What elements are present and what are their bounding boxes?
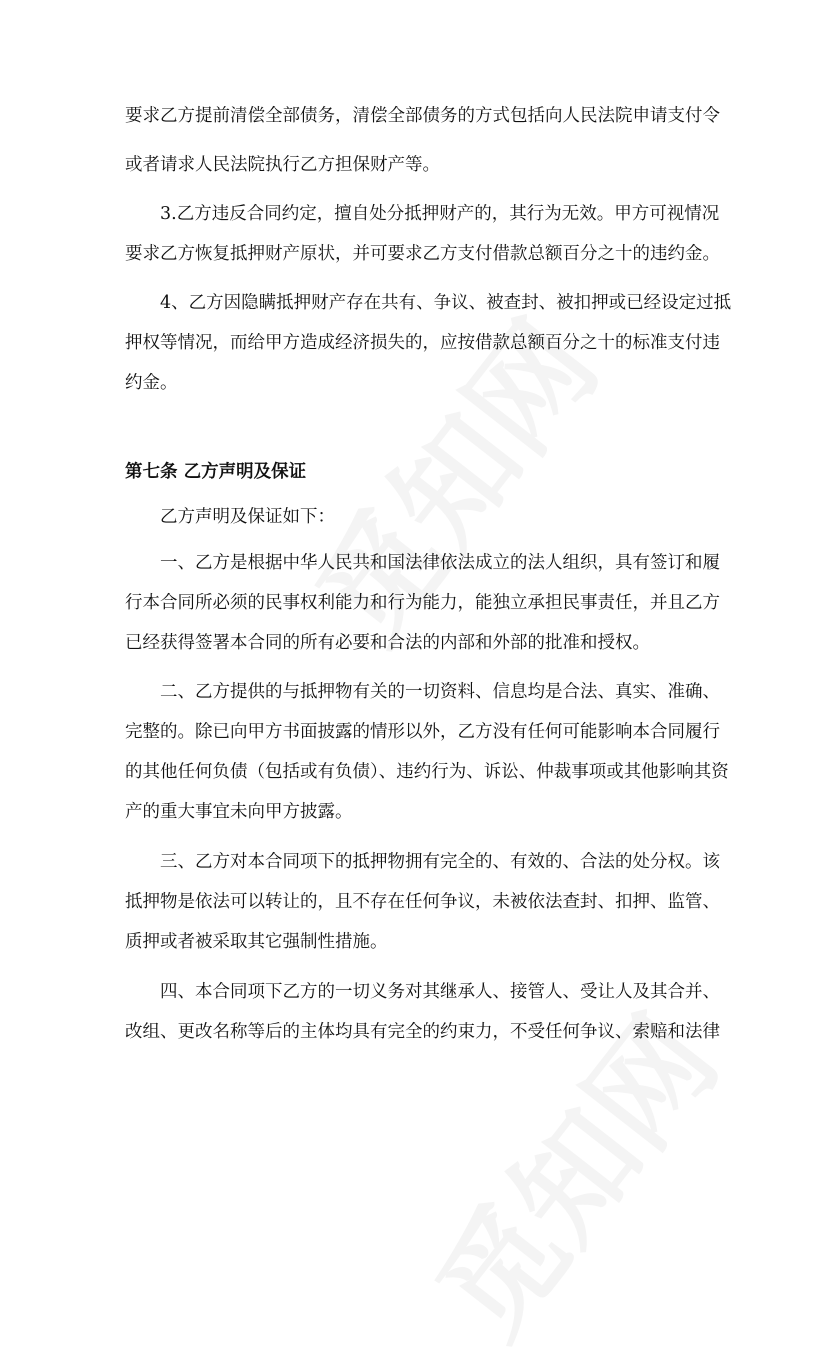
paragraph-line: 4、乙方因隐瞒抵押财产存在共有、争议、被查封、被扣押或已经设定过抵 [160, 293, 732, 313]
paragraph-line: 乙方声明及保证如下： [160, 507, 335, 527]
paragraph-line: 一、乙方是根据中华人民共和国法律依法成立的法人组织，具有签订和履 [160, 553, 720, 573]
paragraph-line: 改组、更改名称等后的主体均具有完全的约束力，不受任何争议、索赔和法律 [125, 1022, 720, 1042]
paragraph-line: 三、乙方对本合同项下的抵押物拥有完全的、有效的、合法的处分权。该 [160, 852, 720, 872]
paragraph-line: 行本合同所必须的民事权利能力和行为能力，能独立承担民事责任，并且乙方 [125, 593, 720, 613]
section-heading: 第七条 乙方声明及保证 [125, 462, 307, 482]
paragraph-line: 二、乙方提供的与抵押物有关的一切资料、信息均是合法、真实、准确、 [160, 682, 720, 702]
paragraph-line: 产的重大事宜未向甲方披露。 [125, 802, 353, 822]
paragraph-line: 的其他任何负债（包括或有负债）、违约行为、诉讼、仲裁事项或其他影响其资 [125, 762, 729, 782]
paragraph-line: 抵押物是依法可以转让的，且不存在任何争议，未被依法查封、扣押、监管、 [125, 892, 720, 912]
paragraph-line: 押权等情况，而给甲方造成经济损失的，应按借款总额百分之十的标准支付违 [125, 333, 720, 353]
paragraph-line: 要求乙方恢复抵押财产原状，并可要求乙方支付借款总额百分之十的违约金。 [125, 244, 720, 264]
paragraph-line: 质押或者被采取其它强制性措施。 [125, 932, 388, 952]
paragraph-line: 约金。 [125, 373, 178, 393]
paragraph-line: 四、本合同项下乙方的一切义务对其继承人、接管人、受让人及其合并、 [160, 982, 720, 1002]
paragraph-line: 已经获得签署本合同的所有必要和合法的内部和外部的批准和授权。 [125, 633, 650, 653]
paragraph-line: 要求乙方提前清偿全部债务，清偿全部债务的方式包括向人民法院申请支付令 [125, 106, 720, 126]
paragraph-line: 或者请求人民法院执行乙方担保财产等。 [125, 155, 440, 175]
paragraph-line: 3.乙方违反合同约定，擅自处分抵押财产的，其行为无效。甲方可视情况 [160, 204, 720, 224]
paragraph-line: 完整的。除已向甲方书面披露的情形以外，乙方没有任何可能影响本合同履行 [125, 722, 720, 742]
